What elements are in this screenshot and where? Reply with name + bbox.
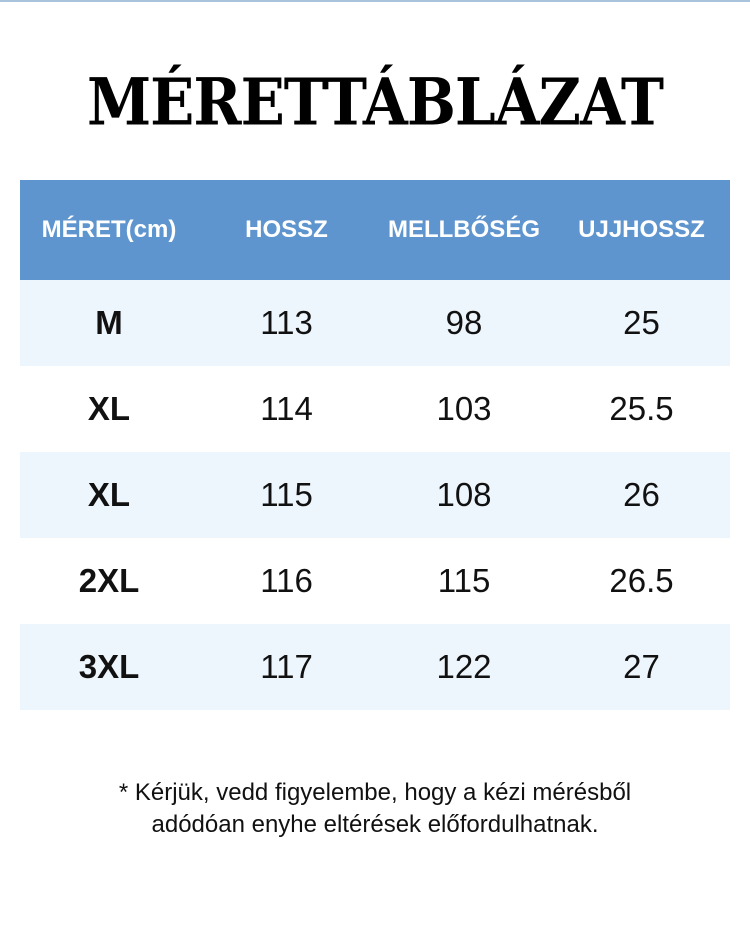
- table-row: [20, 624, 730, 710]
- length-cell: 116: [198, 538, 375, 624]
- size-cell: M: [20, 280, 198, 366]
- chest-cell: 98: [375, 280, 553, 366]
- length-cell: 115: [198, 452, 375, 538]
- sleeve-cell: 25.5: [553, 366, 730, 452]
- sleeve-cell: 26: [553, 452, 730, 538]
- chest-cell: 115: [375, 538, 553, 624]
- size-chart-table: [20, 180, 730, 710]
- table-row: [20, 452, 730, 538]
- chest-cell: 103: [375, 366, 553, 452]
- size-cell: XL: [20, 452, 198, 538]
- header-chest: MELLBŐSÉG: [375, 180, 553, 280]
- chest-cell: 122: [375, 624, 553, 710]
- table-header-row: [20, 180, 730, 280]
- length-cell: 113: [198, 280, 375, 366]
- sleeve-cell: 25: [553, 280, 730, 366]
- size-cell: 3XL: [20, 624, 198, 710]
- table-row: [20, 538, 730, 624]
- sleeve-cell: 27: [553, 624, 730, 710]
- chest-cell: 108: [375, 452, 553, 538]
- table-row: [20, 280, 730, 366]
- page-title: MÉRETTÁBLÁZAT: [86, 63, 664, 141]
- top-divider: [0, 0, 750, 2]
- size-cell: 2XL: [20, 538, 198, 624]
- size-cell: XL: [20, 366, 198, 452]
- note-line-2: adódóan enyhe eltérések előfordulhatnak.: [151, 811, 599, 838]
- measurement-note: [0, 777, 750, 841]
- table-row: [20, 366, 730, 452]
- note-line-1: * Kérjük, vedd figyelembe, hogy a kézi mérésből: [118, 779, 632, 806]
- length-cell: 117: [198, 624, 375, 710]
- header-sleeve: UJJHOSSZ: [553, 180, 730, 280]
- sleeve-cell: 26.5: [553, 538, 730, 624]
- header-length: HOSSZ: [198, 180, 375, 280]
- header-size: MÉRET(cm): [20, 180, 198, 280]
- length-cell: 114: [198, 366, 375, 452]
